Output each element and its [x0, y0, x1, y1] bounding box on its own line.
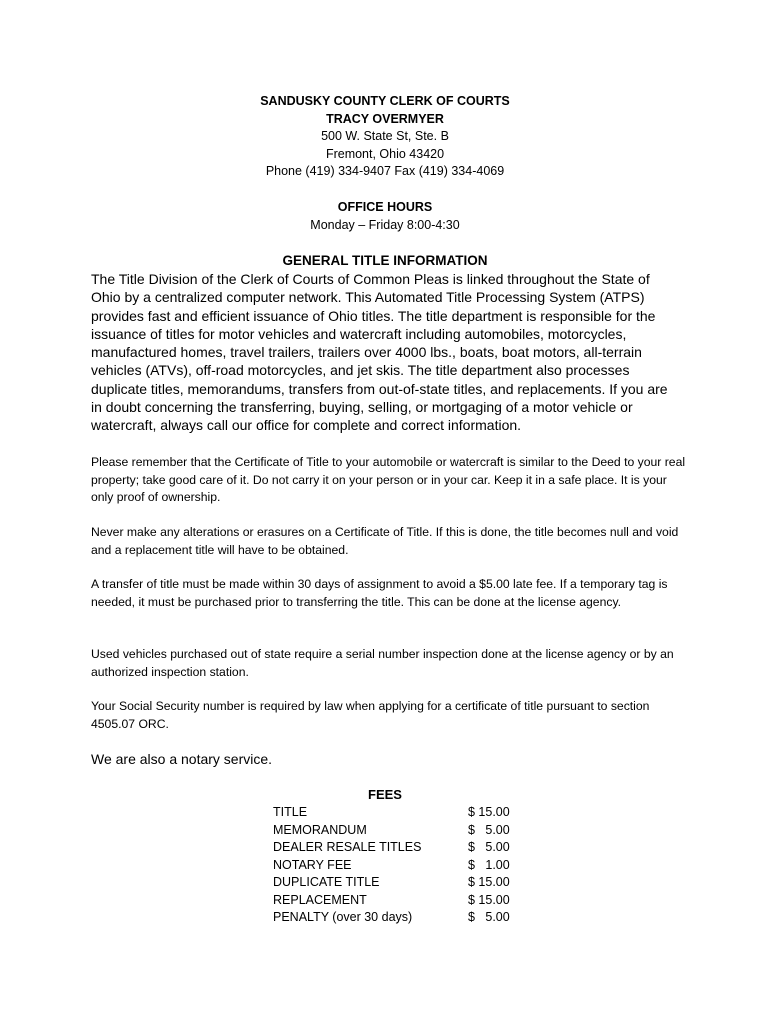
- fee-name: TITLE: [273, 805, 308, 819]
- general-info-body: The Title Division of the Clerk of Courts of Common Pleas is linked throughout the State of Ohio by a centralized computer network. This Automated Title Processing System (ATPS) provides fast and efficient issuance of Ohio titles. The title department is responsible for the issuance of titles for motor vehicles and watercraft including automobiles, motorcycles, manufactured homes, travel trailers, trailers over 4000 lbs., boats, boat motors, all-terrain vehicles (ATVs), off-road motorcycles, and jet skis. The title department also processes duplicate titles, memorandums, transfers from out-of-state titles, and replacements. If you are in doubt concerning the transferring, buying, selling, or mortgaging of a motor vehicle or watercraft, always call our office for complete and correct information.: [91, 271, 668, 434]
- fee-row: [273, 822, 513, 840]
- fee-name: MEMORANDUM: [273, 822, 367, 837]
- org-name: SANDUSKY COUNTY CLERK OF COURTS: [260, 94, 510, 108]
- alterations-paragraph: Never make any alterations or erasures on a Certificate of Title. If this is done, the title becomes null and void and a replacement title will have to be obtained.: [91, 525, 679, 557]
- fee-row: [273, 892, 513, 910]
- clerk-name: TRACY OVERMYER: [326, 111, 444, 126]
- fees-table: [273, 804, 513, 927]
- general-info-title: GENERAL TITLE INFORMATION: [282, 253, 488, 268]
- fee-name: DEALER RESALE TITLES: [273, 840, 422, 854]
- deed-paragraph: Please remember that the Certificate of Title to your automobile or watercraft is similar to the Deed to your real property; take good care of it. Do not carry it on your person or in your car. Keep it in a safe place. It is your only proof of ownership.: [91, 455, 686, 504]
- fee-row: [273, 857, 513, 875]
- fee-amount: $ 15.00: [468, 805, 510, 819]
- notary-line: We are also a notary service.: [91, 751, 273, 767]
- fee-amount: $ 5.00: [468, 910, 510, 924]
- fee-amount: $ 5.00: [468, 822, 510, 837]
- letterhead: [0, 93, 770, 181]
- fee-name: DUPLICATE TITLE: [273, 875, 380, 889]
- fee-row: [273, 839, 513, 857]
- fee-amount: $ 15.00: [468, 892, 510, 907]
- fee-amount: $ 1.00: [468, 857, 510, 872]
- used-vehicles-paragraph: Used vehicles purchased out of state require a serial number inspection done at the license agency or by an authorized inspection station.: [91, 647, 674, 679]
- fees-title: FEES: [368, 787, 402, 802]
- address-line-2: Fremont, Ohio 43420: [325, 146, 445, 161]
- fee-name: REPLACEMENT: [273, 892, 367, 907]
- fee-name: PENALTY (over 30 days): [273, 910, 413, 924]
- office-hours-title: OFFICE HOURS: [337, 200, 433, 214]
- fee-amount: $ 15.00: [468, 875, 510, 889]
- fee-row: [273, 804, 513, 822]
- office-hours-value: Monday – Friday 8:00-4:30: [310, 217, 460, 232]
- fee-row: [273, 909, 513, 927]
- fee-amount: $ 5.00: [468, 840, 510, 854]
- office-hours: [0, 199, 770, 234]
- fee-row: [273, 874, 513, 892]
- ssn-paragraph: Your Social Security number is required by law when applying for a certificate of title pursuant to section 4505.07 ORC.: [91, 699, 650, 731]
- transfer-paragraph: A transfer of title must be made within 30 days of assignment to avoid a $5.00 late fee. If a temporary tag is needed, it must be purchased prior to transferring the title. This can be done at the license agency.: [91, 577, 668, 609]
- fee-name: NOTARY FEE: [273, 857, 352, 872]
- address-line-1: 500 W. State St, Ste. B: [321, 129, 449, 143]
- contact-line: Phone (419) 334-9407 Fax (419) 334-4069: [265, 164, 505, 178]
